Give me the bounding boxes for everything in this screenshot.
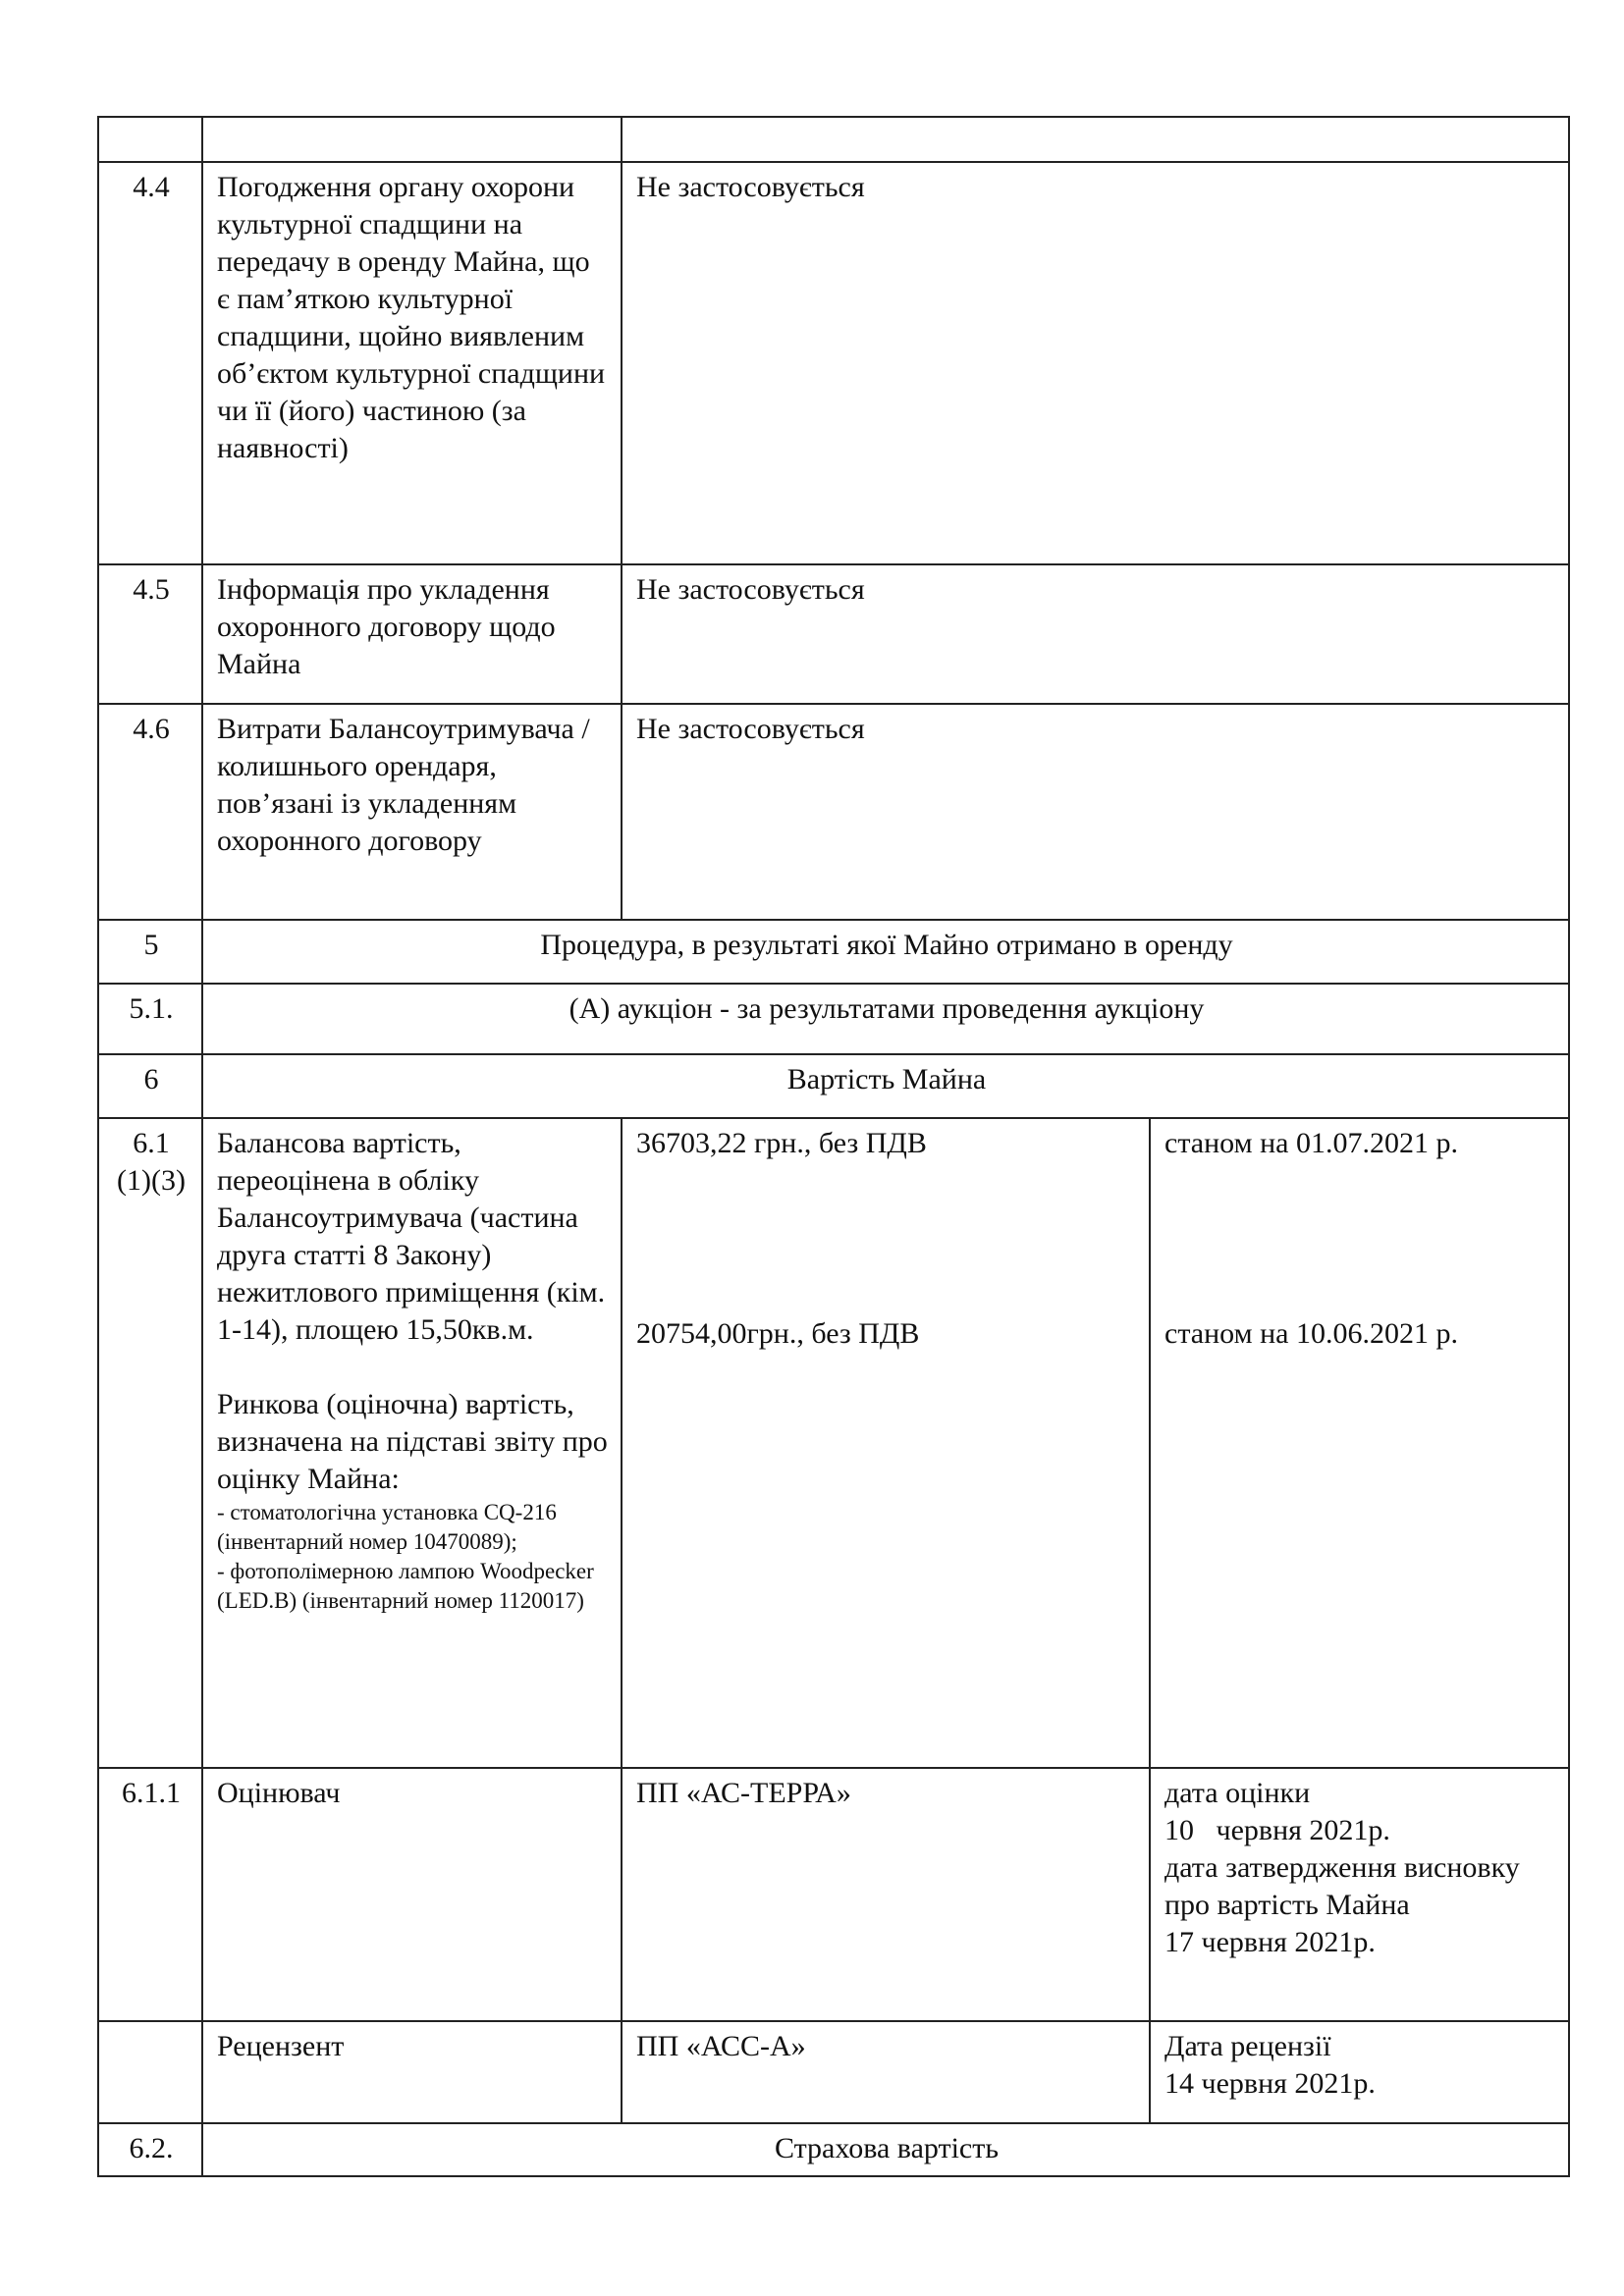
cell-empty [622, 117, 1569, 162]
row-number: 6.1 (1)(3) [98, 1118, 202, 1768]
row-label: Інформація про укладення охоронного договору щодо Майна [202, 564, 622, 704]
table-row-6-2 [98, 2123, 1569, 2176]
cell-empty [202, 117, 622, 162]
row-number: 4.5 [98, 564, 202, 704]
approval-date-value: 17 червня 2021р. [1164, 1926, 1376, 1958]
row-value: Не застосовується [622, 162, 1569, 564]
list-item: - стоматологічна установка CQ-216 (інвентарний номер 10470089); [217, 1500, 557, 1554]
market-date: станом на 10.06.2021 р. [1164, 1317, 1458, 1350]
property-info-table [97, 116, 1570, 2177]
section-heading: Страхова вартість [202, 2123, 1569, 2176]
row-date [1150, 1768, 1569, 2021]
table-row-top-continuation [98, 117, 1569, 162]
table-row-4-6 [98, 704, 1569, 920]
valuation-date-label: дата оцінки [1164, 1777, 1311, 1809]
table-row-6 [98, 1054, 1569, 1118]
row-number: 5.1. [98, 984, 202, 1054]
row-number: 4.6 [98, 704, 202, 920]
table-row-6-1 [98, 1118, 1569, 1768]
table-row-5-1 [98, 984, 1569, 1054]
balance-value: 36703,22 грн., без ПДВ [636, 1127, 927, 1159]
list-item: - фотополімерною лампою Woodpecker (LED.B) (інвентарний номер 1120017) [217, 1559, 594, 1613]
market-value: 20754,00грн., без ПДВ [636, 1317, 920, 1350]
row-value [622, 1118, 1150, 1768]
table-row-6-1-1 [98, 1768, 1569, 2021]
row-value: Не застосовується [622, 704, 1569, 920]
table-row-4-5 [98, 564, 1569, 704]
row-number: 4.4 [98, 162, 202, 564]
balance-value-label: Балансова вартість, переоцінена в обліку Балансоутримувача (частина друга статті 8 Закону) нежитлового приміщення (кім. 1-14), площею 15,50кв.м. [217, 1127, 606, 1346]
row-value: ПП «АСС-А» [622, 2021, 1150, 2123]
review-date-value: 14 червня 2021р. [1164, 2067, 1376, 2100]
row-label [202, 1118, 622, 1768]
row-label: Рецензент [202, 2021, 622, 2123]
row-label: Погодження органу охорони культурної спадщини на передачу в оренду Майна, що є пам’яткою культурної спадщини, щойно виявленим об’єктом культурної спадщини чи її (його) частиною (за наявності) [202, 162, 622, 564]
section-heading: Вартість Майна [202, 1054, 1569, 1118]
row-value: Не застосовується [622, 564, 1569, 704]
valuation-date-value: 10 червня 2021р. [1164, 1814, 1390, 1846]
market-value-label: Ринкова (оціночна) вартість, визначена на підставі звіту про оцінку Майна: [217, 1388, 608, 1495]
balance-date: станом на 01.07.2021 р. [1164, 1127, 1458, 1159]
row-date [1150, 1118, 1569, 1768]
row-number: 5 [98, 920, 202, 984]
review-date-label: Дата рецензії [1164, 2030, 1331, 2062]
row-label: Витрати Балансоутримувача /колишнього орендаря, пов’язані із укладенням охоронного договору [202, 704, 622, 920]
section-heading: (А) аукціон - за результатами проведення аукціону [202, 984, 1569, 1054]
table-row-4-4 [98, 162, 1569, 564]
row-number: 6 [98, 1054, 202, 1118]
approval-date-label: дата затвердження висновку про вартість Майна [1164, 1851, 1520, 1921]
row-label: Оцінювач [202, 1768, 622, 2021]
row-value: ПП «АС-ТЕРРА» [622, 1768, 1150, 2021]
table-row-5 [98, 920, 1569, 984]
row-number: 6.1.1 [98, 1768, 202, 2021]
cell-empty [98, 117, 202, 162]
section-heading: Процедура, в результаті якої Майно отримано в оренду [202, 920, 1569, 984]
table-row-reviewer [98, 2021, 1569, 2123]
row-number [98, 2021, 202, 2123]
row-number: 6.2. [98, 2123, 202, 2176]
row-date [1150, 2021, 1569, 2123]
